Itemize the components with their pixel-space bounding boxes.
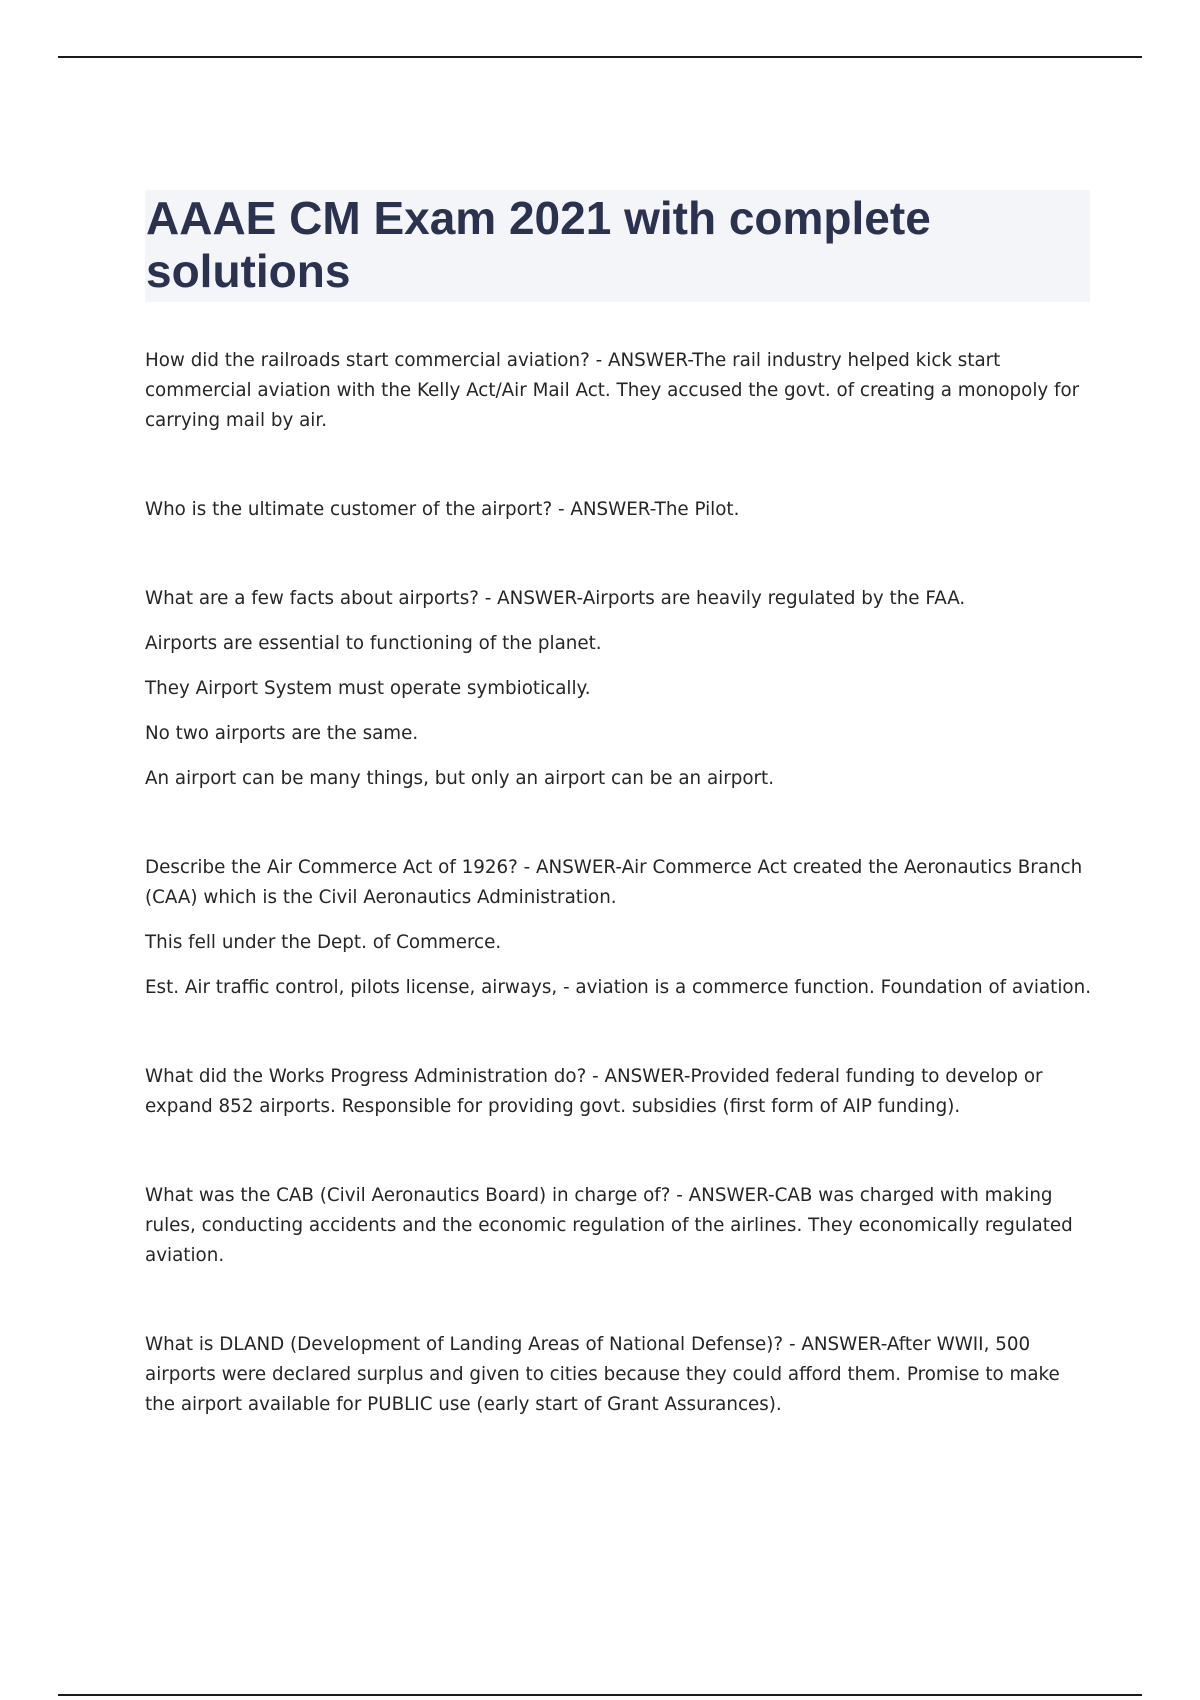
qa-paragraph: Who is the ultimate customer of the airport? - ANSWER-The Pilot. <box>145 499 740 520</box>
qa-paragraph: What did the Works Progress Administration do? - ANSWER-Provided federal funding to develop or expand 852 airports. Responsible for providing govt. subsidies (first form of AIP funding). <box>145 1066 1043 1117</box>
bottom-rule <box>58 1694 1142 1696</box>
top-rule <box>58 56 1142 58</box>
qa-paragraph: What was the CAB (Civil Aeronautics Board) in charge of? - ANSWER-CAB was charged with making rules, conducting accidents and the economic regulation of the airlines. They economically regulated aviation. <box>145 1185 1073 1266</box>
qa-entry-3 <box>145 584 1095 794</box>
qa-paragraph: What are a few facts about airports? - ANSWER-Airports are heavily regulated by the FAA. <box>145 588 966 609</box>
qa-entry-7 <box>145 1330 1095 1420</box>
qa-entry-4 <box>145 853 1095 1003</box>
qa-paragraph: Est. Air traffic control, pilots license, airways, - aviation is a commerce function. Foundation of aviation. <box>145 977 1092 998</box>
qa-entry-5 <box>145 1062 1095 1122</box>
qa-paragraph: They Airport System must operate symbiotically. <box>145 678 591 699</box>
qa-entry-2 <box>145 495 1095 525</box>
qa-paragraph: No two airports are the same. <box>145 723 419 744</box>
qa-paragraph: Airports are essential to functioning of the planet. <box>145 633 602 654</box>
page-title: AAAE CM Exam 2021 with complete solutions <box>146 192 931 297</box>
qa-paragraph: This fell under the Dept. of Commerce. <box>145 932 502 953</box>
qa-paragraph: What is DLAND (Development of Landing Areas of National Defense)? - ANSWER-After WWII, 500 airports were declared surplus and given to cities because they could afford them. Promise to make the airport available for PUBLIC use (early start of Grant Assurances). <box>145 1334 1060 1415</box>
qa-paragraph: An airport can be many things, but only an airport can be an airport. <box>145 768 775 789</box>
qa-entry-1 <box>145 346 1095 436</box>
qa-entry-6 <box>145 1181 1095 1271</box>
document-body <box>145 346 1095 1420</box>
qa-paragraph: How did the railroads start commercial aviation? - ANSWER-The rail industry helped kick start commercial aviation with the Kelly Act/Air Mail Act. They accused the govt. of creating a monopoly for carrying mail by air. <box>145 350 1080 431</box>
qa-paragraph: Describe the Air Commerce Act of 1926? - ANSWER-Air Commerce Act created the Aeronautics Branch (CAA) which is the Civil Aeronautics Administration. <box>145 857 1083 908</box>
